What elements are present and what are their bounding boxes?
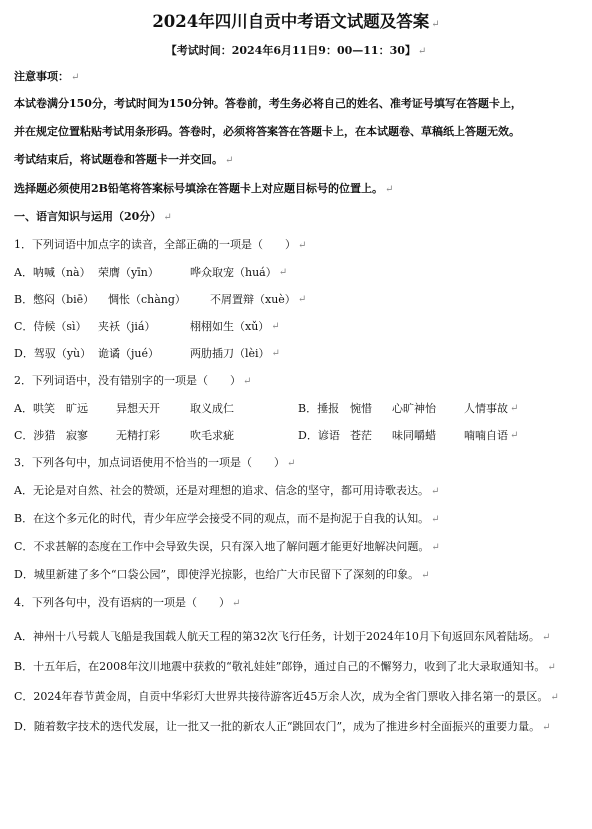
q4-stem [14,596,578,611]
notice-heading [14,70,578,85]
q1-option-a [14,266,578,280]
notice-para-2: 并在规定位置粘贴考试用条形码。答卷时，必须将答案答在答题卡上，在本试题卷、草稿纸上答题无效。 [14,125,520,138]
q1-a-2: 荣膺（yīn） [98,266,159,279]
q2-d-1: D．谚语 [298,429,340,442]
q1-a-1: A．呐喊（nà） [14,266,91,279]
notice-para-3 [14,153,578,168]
q3-option-c [14,540,578,555]
paragraph-mark-icon: ↵ [225,155,234,166]
q2-options-ab [14,402,578,416]
q3-option-b [14,512,578,527]
q3-stem-text: 3．下列各句中，加点词语使用不恰当的一项是（ ） [14,456,285,469]
paragraph-mark-icon: ↵ [510,403,519,414]
q4-a-text: A．神州十八号载人飞船是我国载人航天工程的第32次飞行任务，计划于2024年10月下旬返回东风着陆场。 [14,630,540,643]
paragraph-mark-icon: ↵ [430,486,440,497]
q2-d-2: 苍茫 [350,429,372,442]
q4-option-a [14,624,578,651]
q3-b-text: B．在这个多元化的时代，青少年应学会接受不同的观点，而不是拘泥于自我的认知。 [14,512,430,525]
q4-option-b [14,654,578,681]
q2-a-1: A．哄笑 [14,402,55,415]
q2-c-1: C．涉猎 [14,429,56,442]
paragraph-mark-icon: ↵ [287,458,296,469]
paragraph-mark-icon: ↵ [298,240,307,251]
paragraph-mark-icon: ↵ [417,46,427,57]
q2-a-3: 异想天开 [116,402,160,415]
q2-b-4: 人情事故 [464,402,508,415]
paragraph-mark-icon: ↵ [542,722,551,733]
exam-time [14,42,578,58]
q1-d-3: 两肋插刀（lèi） [190,347,270,360]
paragraph-mark-icon: ↵ [297,294,307,305]
q1-option-d [14,347,578,361]
paragraph-mark-icon: ↵ [550,692,559,703]
q2-c-3: 无精打彩 [116,429,160,442]
q1-b-2: 惆怅（chàng） [108,293,186,306]
q4-c-text: C．2024年春节黄金周，自贡中华彩灯大世界共接待游客近45万余人次，成为全省门票收入排名第一的景区。 [14,690,549,703]
paragraph-mark-icon: ↵ [384,184,394,195]
section-heading [14,210,578,225]
paragraph-mark-icon: ↵ [421,570,430,581]
q4-option-c [14,684,578,711]
q1-stem-text: 1．下列词语中加点字的读音，全部正确的一项是（ ） [14,238,296,251]
q4-option-d [14,714,578,741]
q1-stem [14,238,578,253]
notice-heading-text: 注意事项： [14,70,69,83]
q1-d-1: D．驾驭（yù） [14,347,92,360]
paragraph-mark-icon: ↵ [271,348,280,359]
q1-b-1: B．憋闷（biē） [14,293,95,306]
q2-stem [14,374,578,389]
q1-b-3: 不屑置辩（xuè） [210,293,296,306]
paragraph-mark-icon: ↵ [510,430,519,441]
q1-d-2: 诡谲（jué） [98,347,160,360]
q2-a-4: 取义成仁 [190,402,234,415]
q2-options-cd [14,429,578,443]
paragraph-mark-icon: ↵ [278,267,288,278]
q1-c-2: 夹袄（jiá） [98,320,156,333]
notice-para-1: 本试卷满分150分，考试时间为150分钟。答卷前，考生务必将自己的姓名、准考证号填写在答题卡上， [14,97,522,110]
q3-d-text: D．城里新建了多个“口袋公园”，即使浮光掠影，也给广大市民留下了深刻的印象。 [14,568,420,581]
notice-para-4 [14,182,578,197]
q1-a-3: 哗众取宠（huá） [190,266,277,279]
q3-c-text: C．不求甚解的态度在工作中会导致失误，只有深入地了解问题才能更好地解决问题。 [14,540,430,553]
paragraph-mark-icon: ↵ [431,514,440,525]
notice-para-4-text: 选择题必须使用2B铅笔将答案标号填涂在答题卡上对应题目标号的位置上。 [14,182,383,195]
paragraph-mark-icon: ↵ [271,321,280,332]
q2-b-2: 惋惜 [350,402,372,415]
exam-time-text: 【考试时间：2024年6月11日9：00—11：30】 [165,44,416,57]
q3-option-a [14,484,578,499]
q2-b-3: 心旷神怡 [392,402,436,415]
q1-option-b [14,293,578,307]
paragraph-mark-icon: ↵ [431,19,440,30]
q2-d-3: 味同嚼蜡 [392,429,436,442]
paragraph-mark-icon: ↵ [163,212,172,223]
q4-d-text: D．随着数字技术的迭代发展，让一批又一批的新农人正“跳回农门”，成为了推进乡村全面振兴的重要力量。 [14,720,541,733]
paragraph-mark-icon: ↵ [547,662,556,673]
q4-stem-text: 4．下列各句中，没有语病的一项是（ ） [14,596,230,609]
q1-option-c [14,320,578,334]
q3-stem [14,456,578,471]
paragraph-mark-icon: ↵ [71,72,80,83]
q2-a-2: 旷远 [66,402,88,415]
title-text: 2024年四川自贡中考语文试题及答案 [152,12,430,31]
q1-c-1: C．侍候（sì） [14,320,87,333]
q2-b-1: B．捶报 [298,402,340,415]
paragraph-mark-icon: ↵ [232,598,241,609]
q1-c-3: 栩栩如生（xǔ） [190,320,270,333]
notice-para-3-text: 考试结束后，将试题卷和答题卡一并交回。 [14,153,223,166]
q3-a-text: A．无论是对自然、社会的赞颂，还是对理想的追求、信念的坚守，都可用诗歌表达。 [14,484,429,497]
paragraph-mark-icon: ↵ [243,376,252,387]
q2-c-4: 吹毛求疵 [190,429,234,442]
q4-b-text: B．十五年后，在2008年汶川地震中获救的“敬礼娃娃”郎铮，通过自己的不懈努力，收到了北大录取通知书。 [14,660,546,673]
paragraph-mark-icon: ↵ [541,632,551,643]
document-title [14,8,578,32]
section-heading-text: 一、语言知识与运用（20分） [14,210,162,223]
q3-option-d [14,568,578,583]
q2-c-2: 寂寥 [66,429,88,442]
q2-stem-text: 2．下列词语中，没有错别字的一项是（ ） [14,374,241,387]
q2-d-4: 喃喃自语 [464,429,508,442]
paragraph-mark-icon: ↵ [431,542,440,553]
